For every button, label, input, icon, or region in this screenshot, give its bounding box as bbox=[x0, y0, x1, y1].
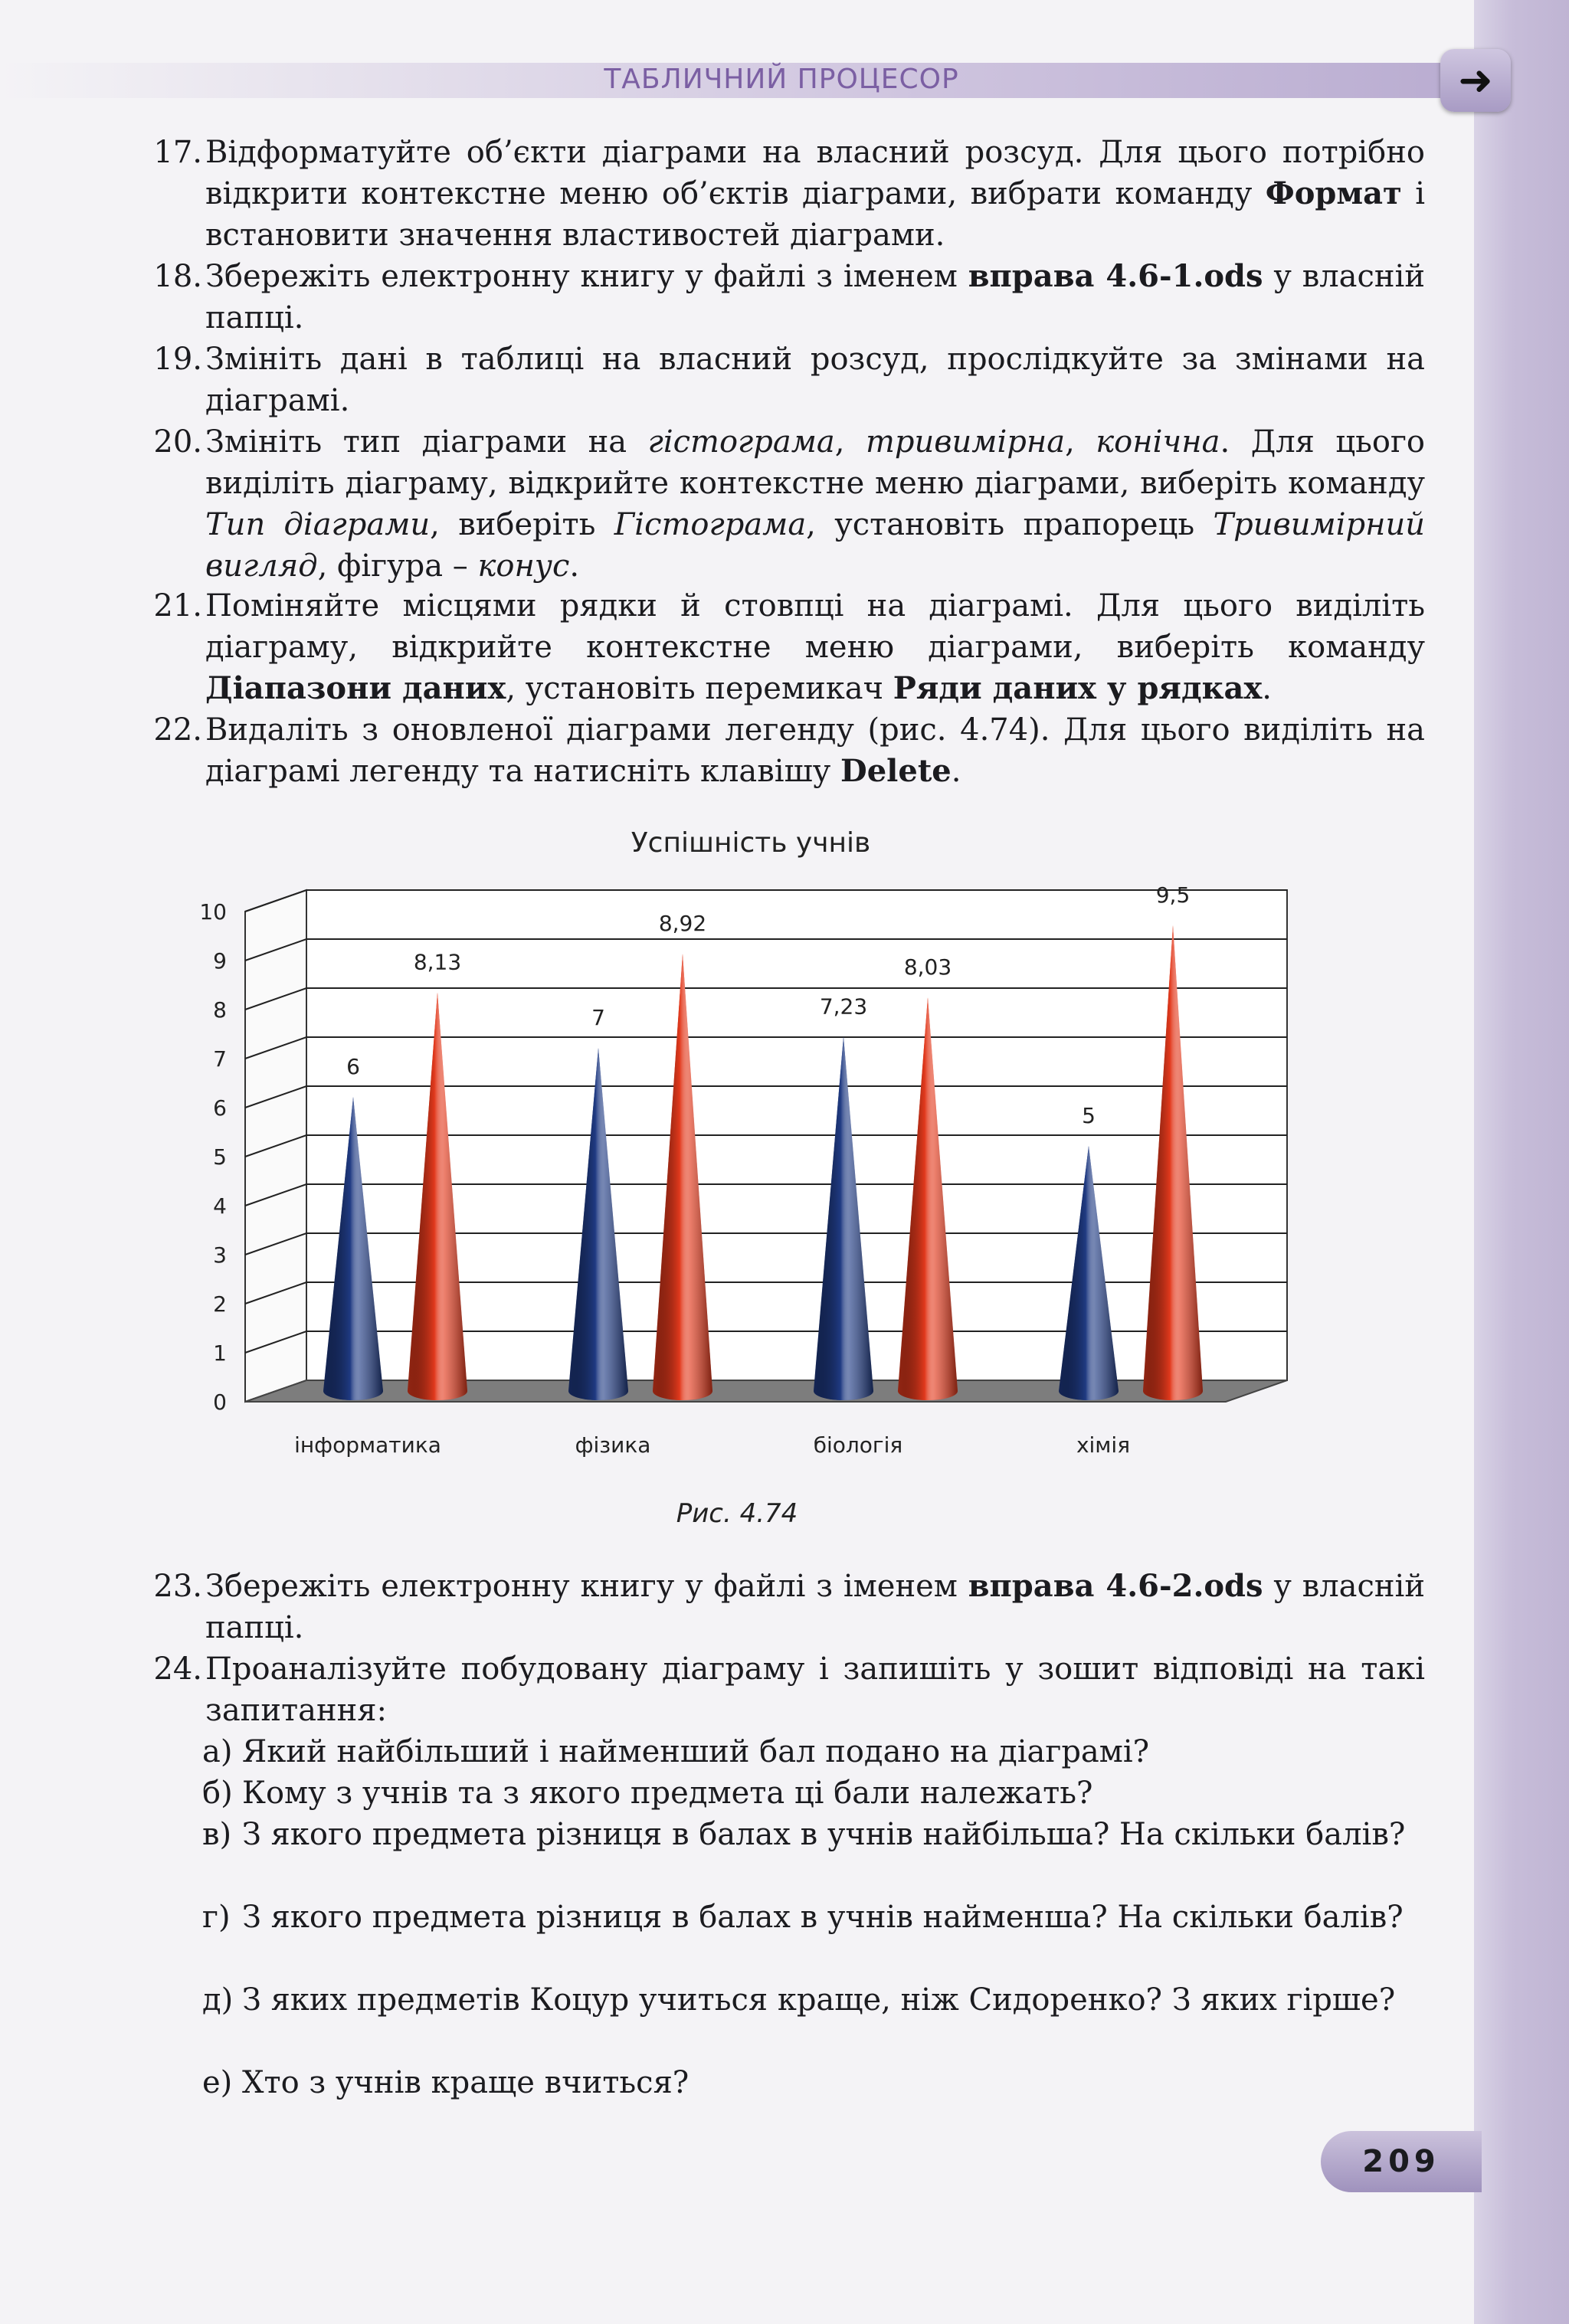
data-label: 6 bbox=[346, 1054, 360, 1079]
y-tick-label: 1 bbox=[213, 1340, 227, 1366]
task-item bbox=[138, 1648, 1425, 1731]
task-text: Змініть тип діаграми на гістограма, тривимірна, конічна. Для цього виділіть діаграму, відкрийте контекстне меню діаграми, виберіть команду Тип діаграми, виберіть Гістограма, установіть прапорець Тривимірний вигляд, фігура – конус. bbox=[205, 424, 1425, 584]
task-number: 21. bbox=[153, 588, 202, 624]
task-item bbox=[138, 1566, 1425, 1648]
y-tick-label: 10 bbox=[199, 899, 227, 925]
y-tick-label: 6 bbox=[213, 1095, 227, 1121]
y-tick-label: 4 bbox=[213, 1193, 227, 1219]
question-text: Який найбільший і найменший бал подано на діаграмі? bbox=[242, 1734, 1150, 1769]
task-text: Відформатуйте об’єкти діаграми на власний розсуд. Для цього потрібно відкрити контекстне меню об’єктів діаграми, вибрати команду Формат і встановити значення властивостей діаграми. bbox=[205, 135, 1425, 253]
y-tick-label: 0 bbox=[213, 1389, 227, 1415]
y-tick-label: 3 bbox=[213, 1242, 227, 1268]
next-page-button[interactable] bbox=[1440, 49, 1511, 112]
task-item bbox=[138, 421, 1425, 587]
question-label: г) bbox=[202, 1900, 231, 1935]
task-item bbox=[138, 132, 1425, 256]
question-item bbox=[202, 1979, 1425, 2021]
task-text: Збережіть електронну книгу у файлі з іменем вправа 4.6-1.ods у власній папці. bbox=[205, 258, 1425, 336]
x-tick-label: біологія bbox=[813, 1432, 903, 1458]
task-item bbox=[138, 709, 1425, 792]
task-number: 22. bbox=[153, 712, 202, 748]
y-tick-label: 8 bbox=[213, 997, 227, 1023]
question-text: Хто з учнів краще вчиться? bbox=[242, 2065, 690, 2100]
task-text: Проаналізуйте побудовану діаграму і запишіть у зошит відповіді на такі запитання: bbox=[205, 1651, 1425, 1728]
page-number: 209 bbox=[1321, 2131, 1482, 2192]
figure-caption: Рис. 4.74 bbox=[676, 1498, 798, 1529]
question-label: а) bbox=[202, 1734, 233, 1769]
question-item bbox=[202, 1897, 1425, 1938]
task-item bbox=[138, 339, 1425, 421]
question-text: З якого предмета різниця в балах в учнів найбільша? На скільки балів? bbox=[242, 1817, 1406, 1852]
question-item bbox=[202, 1772, 1425, 1814]
task-text: Збережіть електронну книгу у файлі з іменем вправа 4.6-2.ods у власній папці. bbox=[205, 1568, 1425, 1645]
task-text: Поміняйте місцями рядки й стовпці на діаграмі. Для цього виділіть діаграму, відкрийте контекстне меню діаграми, виберіть команду Діапазони даних, установіть перемикач Ряди даних у рядках. bbox=[205, 588, 1425, 706]
arrow-right-icon: ➜ bbox=[1458, 56, 1493, 104]
task-number: 23. bbox=[153, 1569, 202, 1604]
section-title: ТАБЛИЧНИЙ ПРОЦЕСОР bbox=[604, 64, 959, 95]
y-tick-label: 5 bbox=[213, 1144, 227, 1170]
task-number: 18. bbox=[153, 259, 202, 294]
question-item bbox=[202, 1814, 1425, 1855]
task-text: Видаліть з оновленої діаграми легенду (рис. 4.74). Для цього виділіть на діаграмі легенду та натисніть клавішу Delete. bbox=[205, 712, 1425, 789]
data-label: 8,92 bbox=[658, 911, 707, 937]
x-tick-label: інформатика bbox=[294, 1432, 441, 1458]
question-label: б) bbox=[202, 1776, 233, 1811]
data-label: 8,03 bbox=[903, 954, 952, 980]
data-label: 7,23 bbox=[819, 993, 868, 1020]
task-item bbox=[138, 256, 1425, 339]
task-number: 17. bbox=[153, 135, 202, 170]
question-text: З яких предметів Коцур учиться краще, ніж Сидоренко? З яких гірше? bbox=[242, 1982, 1396, 2018]
task-number: 24. bbox=[153, 1651, 202, 1687]
data-label: 5 bbox=[1082, 1103, 1096, 1128]
chart-title: Успішність учнів bbox=[631, 827, 871, 859]
x-tick-label: фізика bbox=[575, 1432, 651, 1458]
y-tick-label: 9 bbox=[213, 948, 227, 974]
question-label: е) bbox=[202, 2065, 233, 2100]
chart-floor bbox=[245, 1380, 1287, 1402]
task-number: 19. bbox=[153, 342, 202, 377]
task-number: 20. bbox=[153, 424, 202, 460]
y-tick-label: 7 bbox=[213, 1046, 227, 1072]
data-label: 9,5 bbox=[1155, 882, 1191, 908]
task-item bbox=[138, 585, 1425, 709]
question-item bbox=[202, 1731, 1425, 1772]
question-text: З якого предмета різниця в балах в учнів найменша? На скільки балів? bbox=[242, 1900, 1404, 1935]
x-tick-label: хімія bbox=[1076, 1432, 1131, 1458]
data-label: 8,13 bbox=[413, 949, 462, 975]
task-text: Змініть дані в таблиці на власний розсуд, прослідкуйте за змінами на діаграмі. bbox=[205, 342, 1425, 418]
data-label: 7 bbox=[591, 1005, 605, 1030]
question-label: д) bbox=[202, 1982, 234, 2018]
cone-bar-chart bbox=[153, 804, 1364, 1478]
question-label: в) bbox=[202, 1817, 232, 1852]
y-tick-label: 2 bbox=[213, 1291, 227, 1317]
question-item bbox=[202, 2062, 1425, 2103]
question-text: Кому з учнів та з якого предмета ці бали належать? bbox=[242, 1776, 1093, 1811]
side-band bbox=[1474, 0, 1569, 2324]
